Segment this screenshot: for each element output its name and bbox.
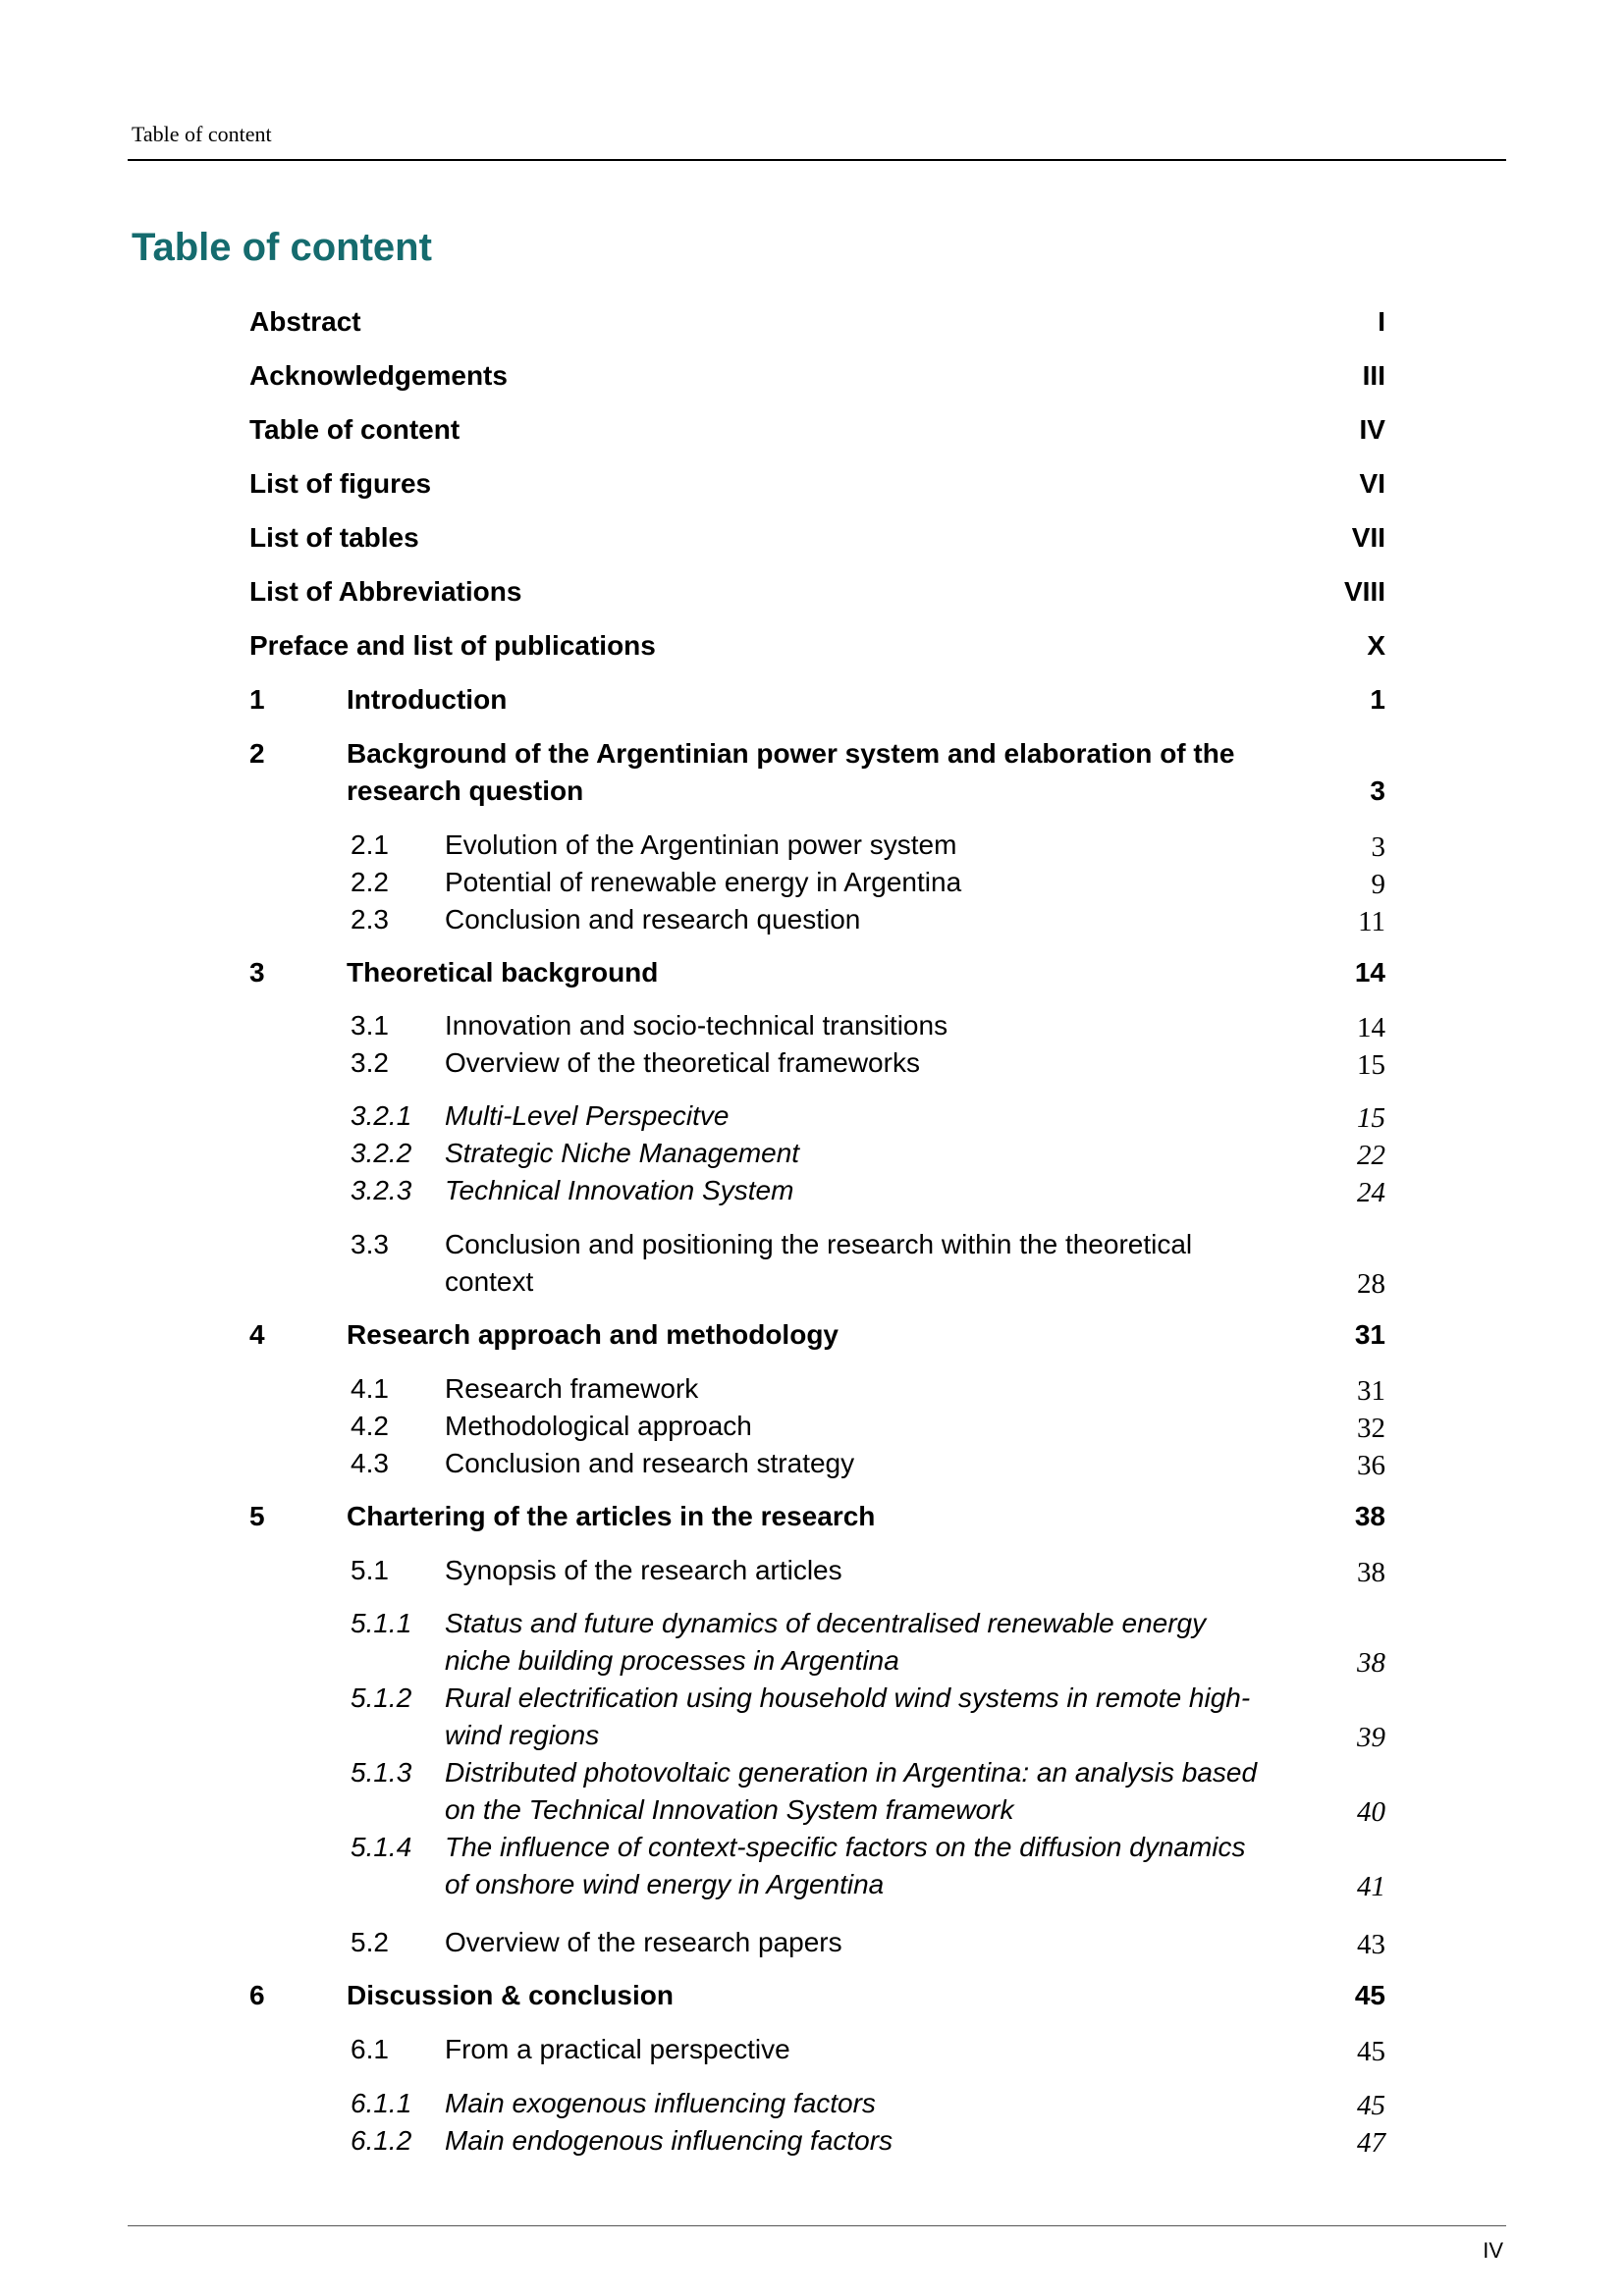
toc-entry-page: 36 xyxy=(1357,1450,1385,1481)
toc-entry-page: 1 xyxy=(1370,684,1385,715)
toc-entry-title: Acknowledgements xyxy=(249,360,508,391)
toc-entry-title: Overview of the theoretical frameworks xyxy=(445,1047,920,1078)
footer-rule xyxy=(128,2225,1506,2226)
toc-entry-title: Research framework xyxy=(445,1373,699,1404)
toc-entry[interactable] xyxy=(351,1044,1385,1082)
toc-entry-title: Table of content xyxy=(249,414,460,445)
toc-entry-number: 4.2 xyxy=(351,1411,389,1441)
toc-entry-title: Chartering of the articles in the research xyxy=(347,1501,876,1531)
toc-entry[interactable] xyxy=(249,1977,1385,2014)
toc-entry[interactable] xyxy=(351,1605,1385,1680)
toc-entry-title: Conclusion and positioning the research within the theoretical context xyxy=(445,1229,1193,1297)
page-number: IV xyxy=(1483,2238,1503,2263)
toc-entry-number: 6.1.2 xyxy=(351,2125,412,2156)
toc-entry-page: 14 xyxy=(1354,957,1385,988)
toc-entry-number: 2.1 xyxy=(351,829,389,860)
toc-entry[interactable] xyxy=(351,864,1385,901)
toc-entry-page: 22 xyxy=(1357,1140,1385,1171)
toc-entry-title: List of tables xyxy=(249,522,419,553)
toc-entry-page: 38 xyxy=(1354,1501,1385,1531)
toc-entry[interactable] xyxy=(351,1135,1385,1172)
toc-entry-page: 45 xyxy=(1354,1980,1385,2010)
toc-entry-number: 3.2.1 xyxy=(351,1100,412,1131)
toc-entry[interactable] xyxy=(351,2031,1385,2068)
toc-entry-title: Methodological approach xyxy=(445,1411,752,1441)
toc-entry-number: 5.1.2 xyxy=(351,1682,412,1713)
toc-entry-number: 4 xyxy=(249,1319,265,1350)
toc-entry[interactable] xyxy=(351,1408,1385,1445)
toc-entry-title: Abstract xyxy=(249,306,361,337)
toc-entry[interactable] xyxy=(351,1680,1385,1754)
toc-entry[interactable] xyxy=(351,1007,1385,1044)
toc-entry-title: Overview of the research papers xyxy=(445,1927,842,1957)
toc-entry-title: The influence of context-specific factors on the diffusion dynamics of onshore wind energy in Argentina xyxy=(445,1832,1246,1899)
toc-entry-page: 3 xyxy=(1371,831,1385,863)
running-header: Table of content xyxy=(132,122,272,146)
toc-entry[interactable] xyxy=(351,901,1385,938)
toc-entry[interactable] xyxy=(249,519,1385,557)
toc-entry[interactable] xyxy=(249,573,1385,611)
toc-entry-number: 6.1.1 xyxy=(351,2088,412,2118)
toc-entry[interactable] xyxy=(249,1498,1385,1535)
toc-entry[interactable] xyxy=(249,735,1385,810)
toc-entry-number: 3.1 xyxy=(351,1010,389,1041)
toc-entry[interactable] xyxy=(249,1316,1385,1354)
toc-entry-title: Research approach and methodology xyxy=(347,1319,839,1350)
toc-entry-page: 3 xyxy=(1370,775,1385,806)
toc-entry[interactable] xyxy=(351,2085,1385,2122)
toc-entry[interactable] xyxy=(351,1924,1385,1961)
toc-entry-title: Status and future dynamics of decentralised renewable energy niche building processes in Argentina xyxy=(445,1608,1207,1676)
toc-entry-title: Multi-Level Perspecitve xyxy=(445,1100,730,1131)
toc-entry-number: 3.2.3 xyxy=(351,1175,412,1205)
toc-entry-number: 1 xyxy=(249,684,265,715)
toc-entry[interactable] xyxy=(351,1445,1385,1482)
toc-entry-title: List of figures xyxy=(249,468,432,499)
toc-entry-title: Theoretical background xyxy=(347,957,659,988)
toc-entry-title: Strategic Niche Management xyxy=(445,1138,800,1168)
toc-entry-number: 5.2 xyxy=(351,1927,389,1957)
toc-entry-page: 41 xyxy=(1357,1871,1385,1902)
toc-entry-page: 11 xyxy=(1358,906,1385,937)
toc-entry-number: 5.1.4 xyxy=(351,1832,412,1862)
toc-entry-page: 39 xyxy=(1357,1722,1385,1753)
toc-entry-number: 2.3 xyxy=(351,904,389,934)
toc-entry-title: Synopsis of the research articles xyxy=(445,1555,842,1585)
toc-entry-title: List of Abbreviations xyxy=(249,576,522,607)
toc-entry-page: 43 xyxy=(1357,1929,1385,1960)
toc-entry-title: Preface and list of publications xyxy=(249,630,656,661)
toc-entry-page: 45 xyxy=(1357,2036,1385,2067)
toc-entry[interactable] xyxy=(249,411,1385,449)
toc-entry-title: Main exogenous influencing factors xyxy=(445,2088,876,2118)
toc-entry-page: 31 xyxy=(1354,1319,1385,1350)
header-rule xyxy=(128,159,1506,161)
toc-entry[interactable] xyxy=(249,465,1385,503)
toc-entry[interactable] xyxy=(249,357,1385,395)
toc-entry-title: Conclusion and research strategy xyxy=(445,1448,855,1478)
toc-entry-page: 38 xyxy=(1357,1647,1385,1679)
toc-entry-page: IV xyxy=(1359,414,1385,445)
toc-entry-number: 3.2.2 xyxy=(351,1138,412,1168)
toc-entry-page: 14 xyxy=(1357,1012,1385,1043)
toc-entry-page: 32 xyxy=(1357,1413,1385,1444)
toc-entry[interactable] xyxy=(249,303,1385,341)
toc-entry-number: 5.1.3 xyxy=(351,1757,412,1788)
toc-entry[interactable] xyxy=(351,2122,1385,2160)
toc-entry-title: Conclusion and research question xyxy=(445,904,861,934)
toc-entry-title: Introduction xyxy=(347,684,508,715)
toc-entry[interactable] xyxy=(249,681,1385,719)
toc-entry[interactable] xyxy=(351,1370,1385,1408)
toc-entry-page: III xyxy=(1362,360,1385,391)
toc-entry-number: 2.2 xyxy=(351,867,389,897)
toc-entry-number: 4.1 xyxy=(351,1373,389,1404)
toc-entry[interactable] xyxy=(351,827,1385,864)
toc-entry-title: From a practical perspective xyxy=(445,2034,790,2064)
toc-entry-page: 15 xyxy=(1357,1049,1385,1081)
toc-entry-number: 5 xyxy=(249,1501,265,1531)
toc-entry-page: VIII xyxy=(1343,576,1385,607)
toc-entry-page: 28 xyxy=(1357,1268,1385,1300)
toc-entry-number: 4.3 xyxy=(351,1448,389,1478)
toc-entry-title: Potential of renewable energy in Argentina xyxy=(445,867,962,897)
toc-entry-number: 5.1.1 xyxy=(351,1608,412,1638)
toc-entry-page: 9 xyxy=(1371,869,1385,900)
toc-entry[interactable] xyxy=(249,627,1385,665)
toc-entry-title: Discussion & conclusion xyxy=(347,1980,674,2010)
toc-entry-number: 6 xyxy=(249,1980,265,2010)
toc-entry[interactable] xyxy=(351,1172,1385,1209)
toc-entry-number: 5.1 xyxy=(351,1555,389,1585)
toc-entry-title: Evolution of the Argentinian power system xyxy=(445,829,957,860)
toc-entry-number: 3.3 xyxy=(351,1229,389,1259)
toc-entry[interactable] xyxy=(351,1829,1385,1903)
page-title: Table of content xyxy=(132,226,432,269)
toc-entry-page: 24 xyxy=(1357,1177,1385,1208)
toc-entry[interactable] xyxy=(351,1097,1385,1135)
toc-entry[interactable] xyxy=(351,1754,1385,1829)
toc-entry-page: 31 xyxy=(1357,1375,1385,1407)
toc-entry-page: VII xyxy=(1351,522,1385,553)
toc-entry-page: 38 xyxy=(1357,1557,1385,1588)
toc-entry-number: 3 xyxy=(249,957,265,988)
toc-entry[interactable] xyxy=(351,1552,1385,1589)
toc-entry-page: 15 xyxy=(1357,1102,1385,1134)
toc-entry-number: 2 xyxy=(249,738,265,769)
toc-entry[interactable] xyxy=(351,1226,1385,1301)
toc-entry[interactable] xyxy=(249,954,1385,991)
toc-entry-number: 3.2 xyxy=(351,1047,389,1078)
toc-entry-page: 47 xyxy=(1357,2127,1385,2159)
toc-entry-title: Innovation and socio-technical transitions xyxy=(445,1010,948,1041)
toc-entry-page: X xyxy=(1367,630,1385,661)
toc-entry-page: VI xyxy=(1359,468,1385,499)
toc-entry-title: Rural electrification using household wind systems in remote high-wind regions xyxy=(445,1682,1251,1750)
toc-entry-title: Technical Innovation System xyxy=(445,1175,794,1205)
toc-entry-page: I xyxy=(1378,306,1385,337)
toc-entry-number: 6.1 xyxy=(351,2034,389,2064)
toc-entry-page: 45 xyxy=(1357,2090,1385,2121)
toc-entry-page: 40 xyxy=(1357,1796,1385,1828)
toc-entry-title: Background of the Argentinian power system and elaboration of the research question xyxy=(347,738,1235,806)
toc-entry-title: Main endogenous influencing factors xyxy=(445,2125,893,2156)
toc-entry-title: Distributed photovoltaic generation in Argentina: an analysis based on the Technical Innovation System framework xyxy=(445,1757,1258,1825)
